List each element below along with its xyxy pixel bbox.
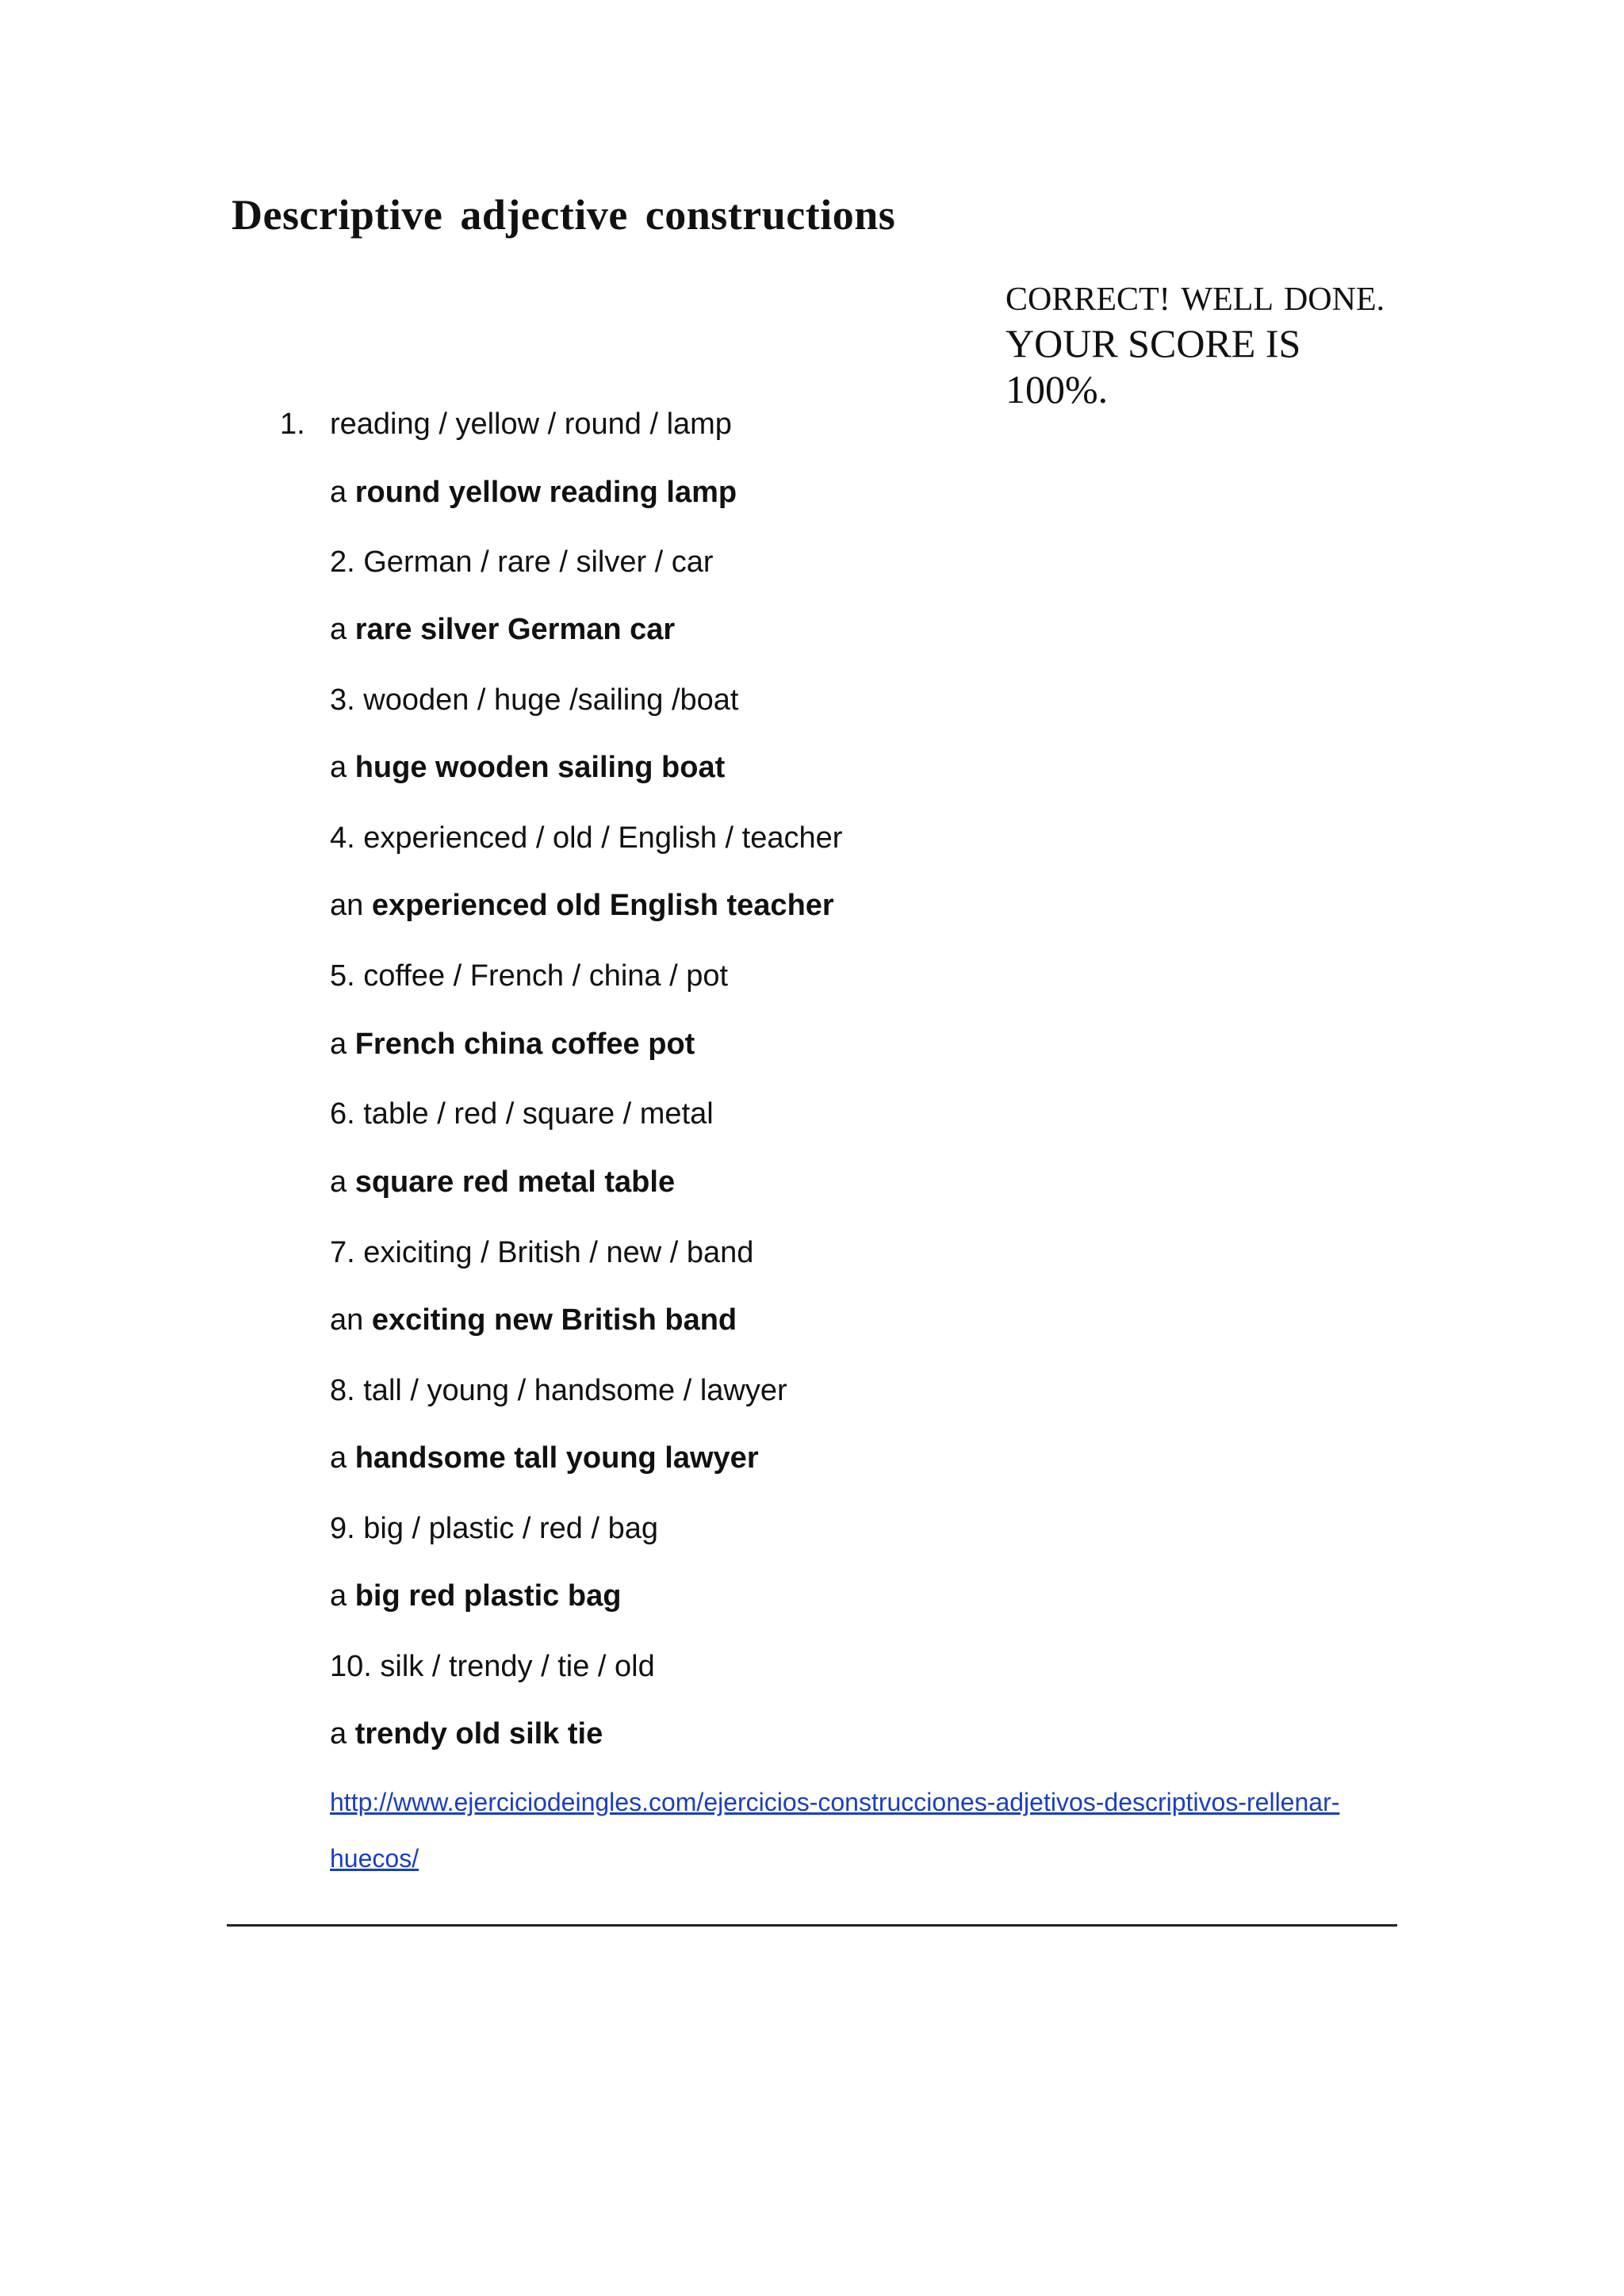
prompt-text: 9. big / plastic / red / bag (330, 1512, 659, 1545)
exercise-prompt (330, 1236, 753, 1270)
exercise-prompt (330, 545, 714, 580)
prompt-text: 3. wooden / huge /sailing /boat (330, 683, 739, 717)
answer-article: a (330, 1717, 347, 1751)
answer-text: big red plastic bag (354, 1579, 622, 1613)
exercise-prompt (330, 683, 739, 718)
horizontal-divider (227, 1924, 1397, 1927)
prompt-text: reading / yellow / round / lamp (330, 408, 732, 441)
score-line-3: 100%. (1005, 367, 1109, 411)
exercise-prompt (330, 821, 842, 855)
source-link[interactable]: http://www.ejerciciodeingles.com/ejercicios-construcciones-adjetivos-descriptivos-rellenar- (330, 1788, 1340, 1816)
prompt-text: 5. coffee / French / china / pot (330, 959, 729, 993)
answer-text: rare silver German car (354, 613, 676, 646)
answer-article: a (330, 751, 347, 784)
exercise-prompt (330, 1650, 655, 1684)
answer-text: huge wooden sailing boat (354, 751, 726, 784)
answer-text: square red metal table (354, 1165, 676, 1199)
exercise-answer (330, 1027, 695, 1062)
prompt-text: 7. exiciting / British / new / band (330, 1236, 754, 1269)
item-number: 1. (280, 408, 305, 441)
exercise-answer (330, 1165, 675, 1200)
answer-text: exciting new British band (371, 1303, 737, 1337)
exercise-answer (330, 1441, 759, 1475)
answer-text: trendy old silk tie (354, 1717, 603, 1751)
exercise-prompt (330, 1374, 787, 1408)
answer-text: round yellow reading lamp (354, 476, 737, 509)
prompt-text: 4. experienced / old / English / teacher (330, 821, 843, 855)
exercise-answer (330, 1717, 603, 1751)
exercise-prompt (330, 1097, 714, 1131)
prompt-text: 6. table / red / square / metal (330, 1097, 714, 1131)
answer-article: an (330, 889, 364, 922)
exercise-answer (330, 1579, 621, 1613)
exercise-prompt (330, 959, 728, 993)
prompt-text: 10. silk / trendy / tie / old (330, 1650, 655, 1683)
answer-article: a (330, 1441, 347, 1475)
score-line-2: YOUR SCORE IS (1005, 321, 1301, 365)
answer-article: a (330, 476, 347, 509)
answer-text: French china coffee pot (354, 1027, 695, 1061)
answer-text: experienced old English teacher (371, 889, 834, 922)
exercise-prompt (280, 408, 732, 442)
exercise-answer (330, 751, 725, 785)
answer-article: an (330, 1303, 364, 1337)
page-title: Descriptive adjective constructions (232, 191, 896, 239)
answer-article: a (330, 1027, 347, 1061)
exercise-answer (330, 476, 737, 510)
score-message (1005, 279, 1418, 412)
exercise-prompt (330, 1512, 658, 1546)
answer-text: handsome tall young lawyer (354, 1441, 759, 1475)
exercise-answer (330, 889, 834, 923)
prompt-text: 8. tall / young / handsome / lawyer (330, 1374, 787, 1407)
exercise-answer (330, 613, 675, 647)
prompt-text: 2. German / rare / silver / car (330, 545, 714, 579)
exercise-answer (330, 1303, 737, 1337)
score-line-1: CORRECT! WELL DONE. (1005, 281, 1385, 318)
source-link-continued[interactable]: huecos/ (330, 1844, 419, 1873)
answer-article: a (330, 1165, 347, 1199)
answer-article: a (330, 613, 347, 646)
answer-article: a (330, 1579, 347, 1613)
